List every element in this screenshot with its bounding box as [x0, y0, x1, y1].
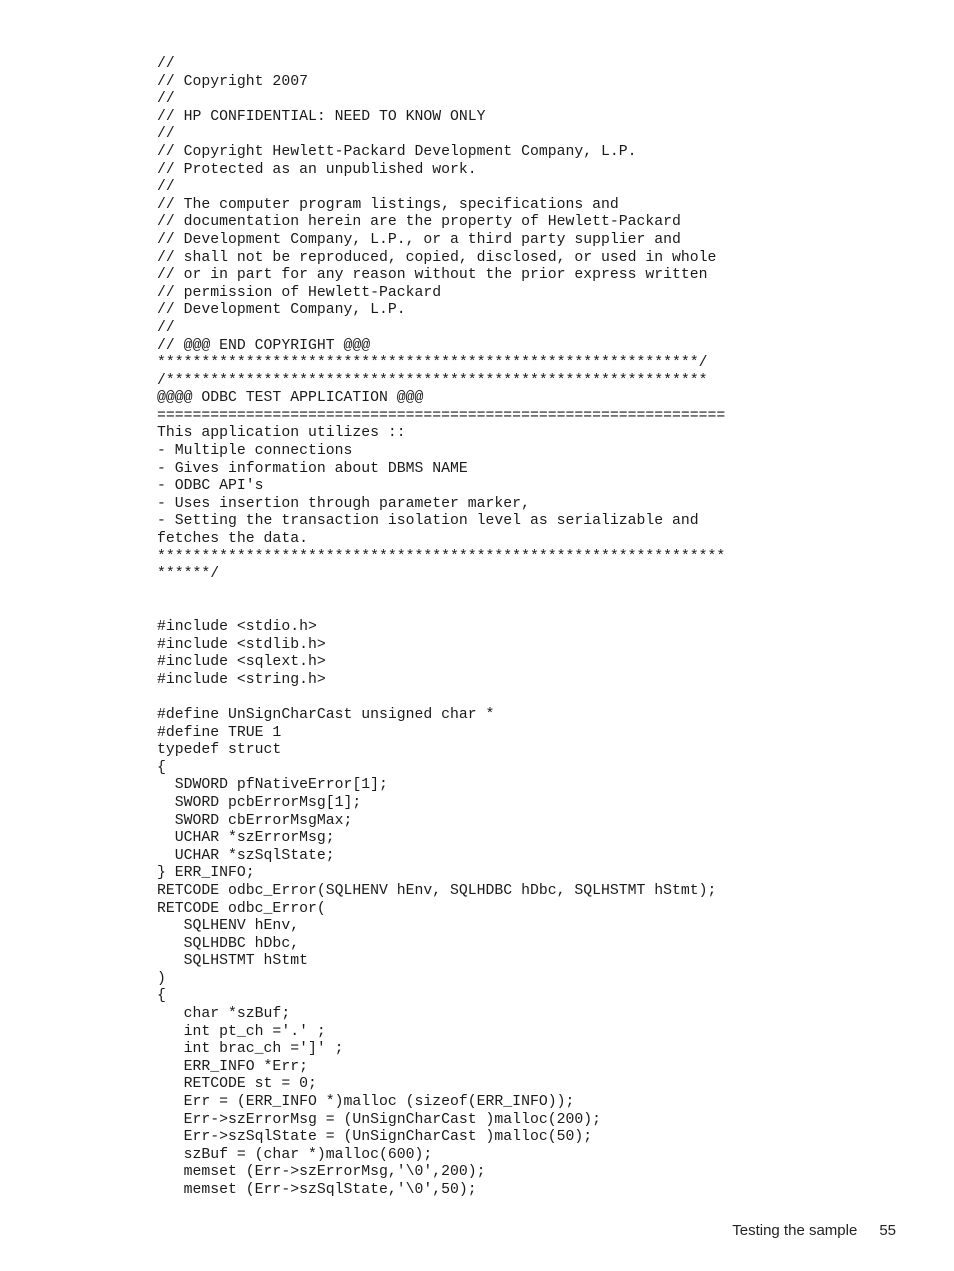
code-line: ) [157, 970, 166, 987]
code-line: #include <string.h> [157, 671, 326, 688]
code-line: Err->szSqlState = (UnSignCharCast )malloc(50); [157, 1129, 593, 1146]
code-line: SQLHDBC hDbc, [157, 935, 300, 952]
code-line: // [157, 126, 175, 143]
code-line: RETCODE odbc_Error( [157, 900, 326, 917]
code-line: // or in part for any reason without the prior express written [157, 267, 708, 284]
code-line: @@@@ ODBC TEST APPLICATION @@@ [157, 390, 424, 407]
code-line: int pt_ch ='.' ; [157, 1023, 326, 1040]
code-line: int brac_ch =']' ; [157, 1041, 344, 1058]
code-line: // Copyright Hewlett-Packard Development Company, L.P. [157, 143, 637, 160]
code-line: - Gives information about DBMS NAME [157, 460, 468, 477]
code-line: *************************************************************/ [157, 355, 708, 372]
code-line: - ODBC API's [157, 478, 264, 495]
code-line: szBuf = (char *)malloc(600); [157, 1146, 433, 1163]
code-line: // documentation herein are the property of Hewlett-Packard [157, 214, 681, 231]
code-line: // [157, 91, 175, 108]
code-line: SQLHENV hEnv, [157, 918, 300, 935]
code-line: char *szBuf; [157, 1006, 291, 1023]
code-line: This application utilizes :: [157, 425, 406, 442]
code-line: // Copyright 2007 [157, 73, 308, 90]
code-line: // [157, 319, 175, 336]
code-line: #include <sqlext.h> [157, 654, 326, 671]
code-line: #include <stdio.h> [157, 619, 317, 635]
code-line: - Multiple connections [157, 443, 353, 460]
code-line: // Development Company, L.P., or a third party supplier and [157, 231, 681, 248]
code-line: // shall not be reproduced, copied, disclosed, or used in whole [157, 249, 717, 266]
code-line: ================================================================ [157, 407, 726, 424]
code-line: memset (Err->szErrorMsg,'\0',200); [157, 1164, 486, 1181]
code-line: RETCODE odbc_Error(SQLHENV hEnv, SQLHDBC hDbc, SQLHSTMT hStmt); [157, 882, 717, 899]
code-line: #define UnSignCharCast unsigned char * [157, 706, 495, 723]
code-line: // @@@ END COPYRIGHT @@@ [157, 337, 371, 354]
code-listing [157, 56, 917, 1200]
code-line: - Uses insertion through parameter marker, [157, 495, 530, 512]
code-line: /************************************************************* [157, 372, 708, 389]
code-line: SDWORD pfNativeError[1]; [157, 777, 388, 794]
code-line: // permission of Hewlett-Packard [157, 284, 442, 301]
footer-section-title: Testing the sample [732, 1222, 858, 1239]
code-line: // Protected as an unpublished work. [157, 161, 477, 178]
code-line: } ERR_INFO; [157, 865, 255, 882]
code-line: UCHAR *szSqlState; [157, 847, 335, 864]
code-line: // [157, 179, 175, 196]
code-line: fetches the data. [157, 531, 308, 548]
code-line: ERR_INFO *Err; [157, 1058, 308, 1075]
code-line: SQLHSTMT hStmt [157, 953, 308, 970]
code-line: Err = (ERR_INFO *)malloc (sizeof(ERR_INFO)); [157, 1094, 575, 1111]
page-number: 55 [879, 1222, 896, 1239]
page-footer [732, 1222, 896, 1239]
code-line: #include <stdlib.h> [157, 636, 326, 653]
code-line: UCHAR *szErrorMsg; [157, 830, 335, 847]
code-line: // HP CONFIDENTIAL: NEED TO KNOW ONLY [157, 108, 486, 125]
code-line: { [157, 759, 166, 776]
code-line: - Setting the transaction isolation level as serializable and [157, 513, 699, 530]
code-line [157, 584, 917, 602]
code-line: // The computer program listings, specifications and [157, 196, 619, 213]
code-line: #define TRUE 1 [157, 724, 282, 741]
code-line: Err->szErrorMsg = (UnSignCharCast )malloc(200); [157, 1111, 601, 1128]
code-line: // Development Company, L.P. [157, 302, 406, 319]
code-line: ******/ [157, 566, 220, 583]
code-line: { [157, 988, 166, 1005]
code-line: memset (Err->szSqlState,'\0',50); [157, 1182, 477, 1198]
code-line: RETCODE st = 0; [157, 1076, 317, 1093]
code-line: **************************************************************** [157, 548, 726, 565]
code-line: typedef struct [157, 742, 282, 759]
code-line: // [157, 56, 175, 72]
code-line [157, 689, 917, 707]
code-line [157, 601, 917, 619]
code-line: SWORD pcbErrorMsg[1]; [157, 794, 362, 811]
code-line: SWORD cbErrorMsgMax; [157, 812, 353, 829]
